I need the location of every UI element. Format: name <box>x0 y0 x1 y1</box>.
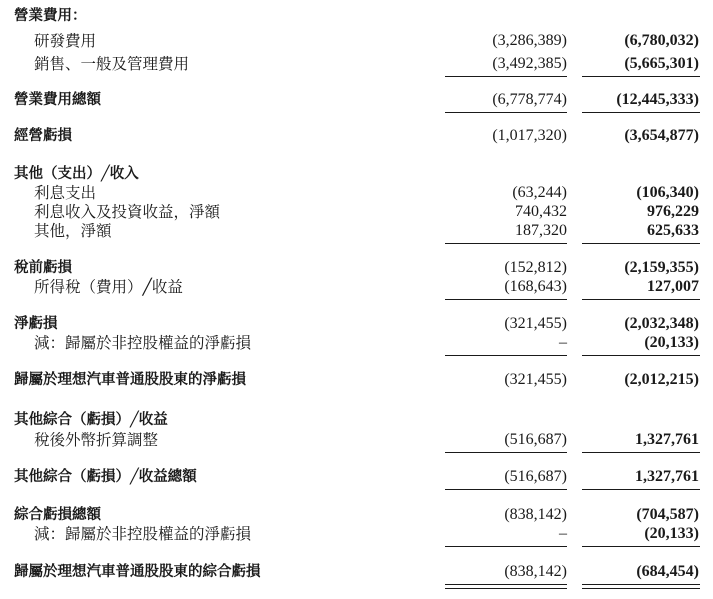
double-underline-rule <box>445 584 567 585</box>
underline-rule <box>582 243 700 244</box>
statement-row <box>0 314 713 334</box>
row-label: 研發費用 <box>34 32 97 50</box>
value-col-1: (1,017,320) <box>492 127 567 144</box>
statement-row <box>0 126 713 146</box>
double-underline-rule <box>445 588 567 589</box>
value-col-1: (3,492,385) <box>492 55 567 72</box>
value-col-2: 1,327,761 <box>635 431 699 448</box>
row-label: 營業費用總額 <box>14 92 101 108</box>
value-col-1: (63,244) <box>512 184 567 201</box>
statement-row <box>0 333 713 353</box>
underline-rule <box>582 489 700 490</box>
statement-row <box>0 277 713 297</box>
value-col-2: (2,159,355) <box>624 259 699 276</box>
value-col-2: (704,587) <box>636 506 699 523</box>
statement-row <box>0 467 713 487</box>
value-col-1: – <box>559 525 567 542</box>
row-label: 其他綜合（虧損）╱收益總額 <box>14 469 197 485</box>
underline-rule <box>582 546 700 547</box>
value-col-1: (6,778,774) <box>492 91 567 108</box>
statement-row <box>0 183 713 203</box>
row-label: 歸屬於理想汽車普通股股東的淨虧損 <box>14 372 246 388</box>
statement-row <box>0 562 713 582</box>
row-label: 銷售、一般及管理費用 <box>34 55 190 73</box>
underline-rule <box>445 355 567 356</box>
value-col-2: (3,654,877) <box>624 127 699 144</box>
double-underline-rule <box>582 584 700 585</box>
underline-rule <box>582 76 700 77</box>
underline-rule <box>445 452 567 453</box>
row-label: 其他（支出）╱收入 <box>14 166 139 182</box>
value-col-1: (168,643) <box>504 278 567 295</box>
row-label: 其他綜合（虧損）╱收益 <box>14 412 168 428</box>
value-col-2: (12,445,333) <box>616 91 699 108</box>
statement-row <box>0 524 713 544</box>
statement-row <box>0 221 713 241</box>
row-label: 歸屬於理想汽車普通股股東的綜合虧損 <box>14 564 261 580</box>
value-col-1: 740,432 <box>515 203 567 220</box>
value-col-1: – <box>559 334 567 351</box>
statement-row <box>0 258 713 278</box>
value-col-1: (321,455) <box>504 315 567 332</box>
statement-row <box>0 90 713 110</box>
value-col-2: 976,229 <box>647 203 699 220</box>
row-label: 利息支出 <box>34 184 97 202</box>
value-col-1: (3,286,389) <box>492 32 567 49</box>
value-col-1: (838,142) <box>504 506 567 523</box>
value-col-2: (2,032,348) <box>624 315 699 332</box>
statement-row <box>0 505 713 525</box>
value-col-2: (6,780,032) <box>624 32 699 49</box>
value-col-2: 127,007 <box>647 278 699 295</box>
statement-row <box>0 410 713 430</box>
row-label: 綜合虧損總額 <box>14 507 101 523</box>
double-underline-rule <box>582 588 700 589</box>
underline-rule <box>445 76 567 77</box>
value-col-1: (516,687) <box>504 468 567 485</box>
value-col-1: (838,142) <box>504 563 567 580</box>
row-label: 稅後外幣折算調整 <box>34 431 159 449</box>
row-label: 減：歸屬於非控股權益的淨虧損 <box>34 334 252 352</box>
row-label: 稅前虧損 <box>14 260 72 276</box>
row-label: 淨虧損 <box>14 316 58 332</box>
value-col-1: 187,320 <box>515 222 567 239</box>
value-col-2: 1,327,761 <box>635 468 699 485</box>
row-label: 所得稅（費用）╱收益 <box>34 278 183 296</box>
value-col-1: (516,687) <box>504 431 567 448</box>
value-col-2: (2,012,215) <box>624 371 699 388</box>
underline-rule <box>582 452 700 453</box>
row-label: 減：歸屬於非控股權益的淨虧損 <box>34 525 252 543</box>
underline-rule <box>445 546 567 547</box>
statement-row <box>0 164 713 184</box>
value-col-2: (106,340) <box>636 184 699 201</box>
underline-rule <box>582 112 700 113</box>
statement-row <box>0 6 713 26</box>
value-col-1: (321,455) <box>504 371 567 388</box>
underline-rule <box>582 355 700 356</box>
row-label: 利息收入及投資收益，淨額 <box>34 203 221 221</box>
row-label: 營業費用： <box>14 8 87 24</box>
value-col-2: (684,454) <box>636 563 699 580</box>
value-col-2: (5,665,301) <box>624 55 699 72</box>
underline-rule <box>582 299 700 300</box>
statement-row <box>0 430 713 450</box>
statement-row <box>0 370 713 390</box>
value-col-2: 625,633 <box>647 222 699 239</box>
underline-rule <box>445 243 567 244</box>
value-col-2: (20,133) <box>644 334 699 351</box>
row-label: 經營虧損 <box>14 128 72 144</box>
statement-row <box>0 31 713 51</box>
value-col-2: (20,133) <box>644 525 699 542</box>
statement-row <box>0 54 713 74</box>
underline-rule <box>445 489 567 490</box>
value-col-1: (152,812) <box>504 259 567 276</box>
underline-rule <box>445 112 567 113</box>
statement-row <box>0 202 713 222</box>
underline-rule <box>445 299 567 300</box>
row-label: 其他，淨額 <box>34 222 112 240</box>
